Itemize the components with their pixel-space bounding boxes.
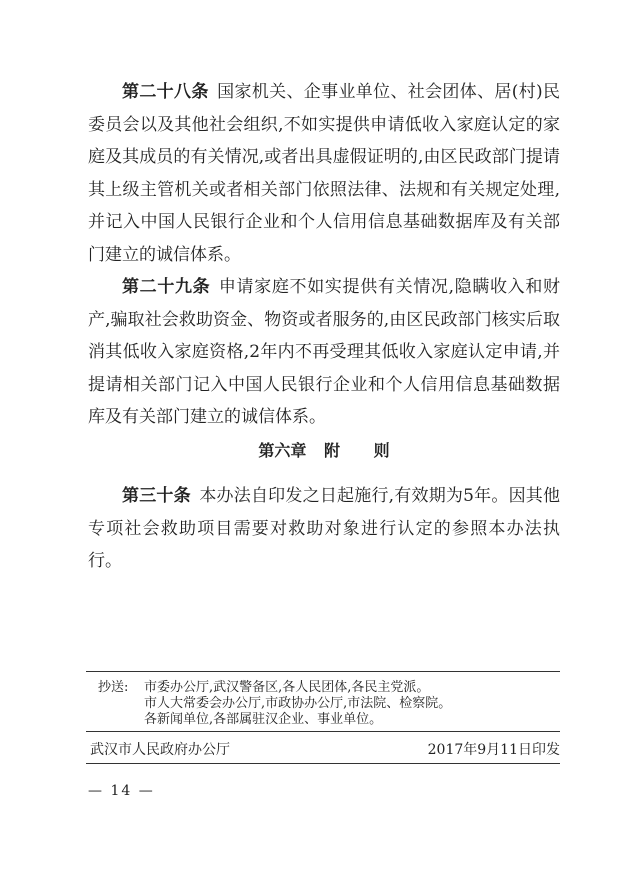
- cc-label: 抄送:: [98, 680, 129, 695]
- cc-line-1: 市委办公厅,武汉警备区,各人民团体,各民主党派。: [144, 680, 430, 695]
- article-29-text: 申请家庭不如实提供有关情况,隐瞒收入和财产,骗取社会救助资金、物资或者服务的,由区民政部门核实后取消其低收入家庭资格,2年内不再受理其低收入家庭认定申请,并提请相关部门记入中国人民银行企业和个人信用信息基础数据库及有关部门建立的诚信体系。: [88, 277, 561, 428]
- cc-block: [98, 680, 451, 728]
- article-30: [88, 480, 560, 578]
- article-29: [88, 271, 560, 434]
- article-29-label: 第二十九条: [122, 277, 211, 297]
- cc-line-2: 市人大常委会办公厅,市政协办公厅,市法院、检察院。: [144, 696, 452, 711]
- chapter-title-part2: 则: [373, 441, 390, 460]
- article-28-label: 第二十八条: [122, 82, 209, 102]
- chapter-title-part1: 附: [323, 441, 340, 460]
- issuer-bottom-rule: [86, 763, 560, 764]
- article-28: [88, 76, 560, 272]
- article-30-text: 本办法自印发之日起施行,有效期为5年。因其他专项社会救助项目需要对救助对象进行认定的参照本办法执行。: [88, 486, 560, 572]
- cc-line-3: 各新闻单位,各部属驻汉企业、事业单位。: [144, 712, 383, 727]
- issuer: 武汉市人民政府办公厅: [90, 742, 230, 758]
- page-number: — 14 —: [88, 783, 155, 799]
- article-30-label: 第三十条: [122, 486, 191, 506]
- article-28-text: 国家机关、企事业单位、社会团体、居(村)民委员会以及其他社会组织,不如实提供申请低收入家庭认定的家庭及其成员的有关情况,或者出具虚假证明的,由区民政部门提请其上级主管机关或者相关部门依照法律、法规和有关规定处理,并记入中国人民银行企业和个人信用信息基础数据库及有关部门建立的诚信体系。: [88, 82, 561, 265]
- issue-date: 2017年9月11日印发: [427, 742, 560, 758]
- chapter-number: 第六章: [258, 441, 307, 460]
- chapter-heading: [88, 438, 560, 461]
- issuer-top-rule: [86, 731, 560, 732]
- cc-top-rule: [86, 671, 560, 672]
